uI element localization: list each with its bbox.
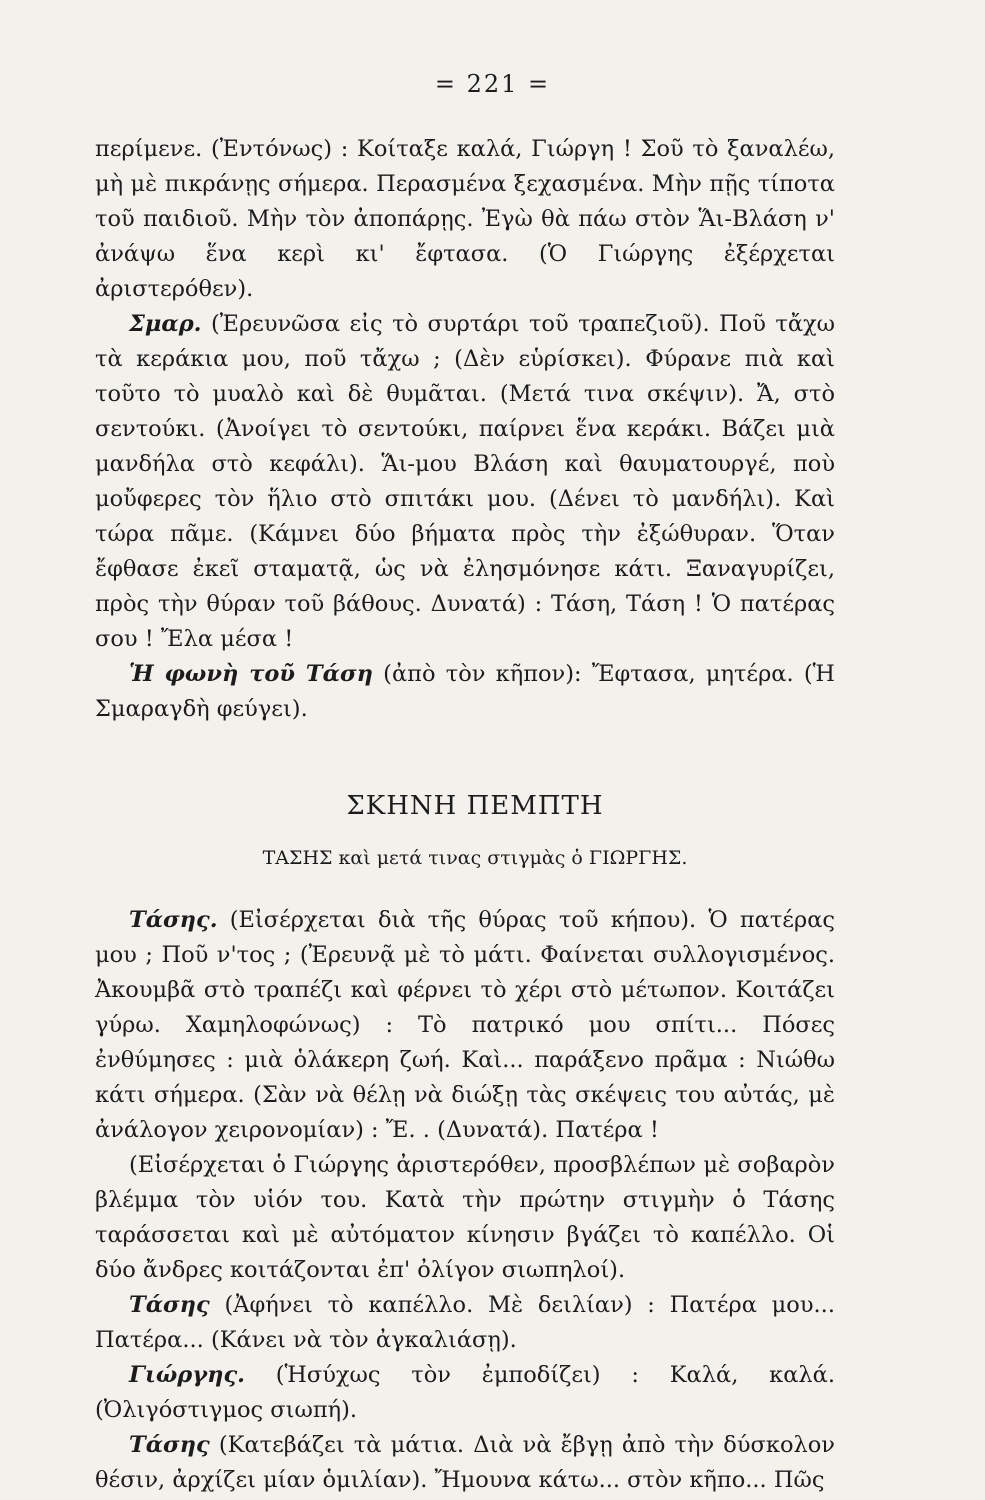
paragraph-text: περίμενε. (Ἐντόνως) : Κοίταξε καλά, Γιώργη ! Σοῦ τὸ ξαναλέω, μὴ μὲ πικράνῃς σήμερα. Περασμένα ξεχασμένα. Μὴν πῇς τίποτα τοῦ παιδιοῦ. Μὴν τὸν ἀποπάρῃς. Ἐγὼ θὰ πάω στὸν Ἅι-Βλάση ν' ἀνάψω ἕνα κερὶ κι' ἔφτασα. (Ὁ Γιώργης ἐξέρχεται ἀριστερόθεν).: [95, 136, 835, 302]
paragraph: [95, 903, 835, 1148]
paragraph: [95, 132, 835, 307]
paragraph-text: (Εἰσέρχεται διὰ τῆς θύρας τοῦ κήπου). Ὁ πατέρας μου ; Ποῦ ν'τος ; (Ἐρευνᾷ μὲ τὸ μάτι. Φαίνεται συλλογισμένος. Ἀκουμβᾶ στὸ τραπέζι καὶ φέρνει τὸ χέρι στὸ μέτωπον. Κοιτάζει γύρω. Χαμηλοφώνως) : Τὸ πατρικό μου σπίτι... Πόσες ἐνθύμησες : μιὰ ὁλάκερη ζωή. Καὶ... παράξενο πρᾶμα : Νιώθω κάτι σήμερα. (Σὰν νὰ θέλῃ νὰ διώξῃ τὰς σκέψεις του αὐτάς, μὲ ἀνάλογον χειρονομίαν) : Ἔ. . (Δυνατά). Πατέρα !: [95, 907, 835, 1143]
speaker-name: Τάσης: [129, 1292, 210, 1318]
paragraph: [95, 1428, 835, 1498]
speaker-name: Σμαρ.: [129, 311, 202, 337]
scene-cast: ΤΑΣΗΣ καὶ μετά τινας στιγμὰς ὁ ΓΙΩΡΓΗΣ.: [262, 847, 688, 869]
text-block-bottom: [95, 903, 835, 1498]
paragraph: [95, 307, 835, 657]
text-block-top: [95, 132, 835, 727]
speaker-name: Γιώργης.: [129, 1362, 245, 1388]
scene-title: ΣΚΗΝΗ ΠΕΜΠΤΗ: [346, 791, 604, 821]
paragraph-text: (ἀπὸ τὸν κῆπον): Ἔφτασα, μητέρα. (Ἡ Σμαραγδὴ φεύγει).: [95, 661, 835, 722]
paragraph-text: (Εἰσέρχεται ὁ Γιώργης ἀριστερόθεν, προσβλέπων μὲ σοβαρὸν βλέμμα τὸν υἱόν του. Κατὰ τὴν πρώτην στιγμὴν ὁ Τάσης ταράσσεται καὶ μὲ αὐτόματον κίνησιν βγάζει τὸ καπέλλο. Οἱ δύο ἄνδρες κοιτάζονται ἐπ' ὀλίγον σιωπηλοί).: [95, 1152, 835, 1283]
paragraph-text: (Ἡσύχως τὸν ἐμποδίζει) : Καλά, καλά. (Ὀλιγόστιγμος σιωπή).: [95, 1362, 835, 1423]
paragraph: [95, 1358, 835, 1428]
paragraph: [95, 1288, 835, 1358]
paragraph-text: (Ἀφήνει τὸ καπέλλο. Μὲ δειλίαν) : Πατέρα μου... Πατέρα... (Κάνει νὰ τὸν ἀγκαλιάσῃ).: [95, 1292, 835, 1353]
paragraph-text: (Κατεβάζει τὰ μάτια. Διὰ νὰ ἔβγῃ ἀπὸ τὴν δύσκολον θέσιν, ἀρχίζει μίαν ὁμιλίαν). Ἤμουνα κάτω... στὸν κῆπο... Πῶς: [95, 1432, 835, 1493]
paragraph-text: (Ἐρευνῶσα εἰς τὸ συρτάρι τοῦ τραπεζιοῦ). Ποῦ τἄχω τὰ κεράκια μου, ποῦ τἄχω ; (Δὲν εὑρίσκει). Φύρανε πιὰ καὶ τοῦτο τὸ μυαλὸ καὶ δὲ θυμᾶται. (Μετά τινα σκέψιν). Ἄ, στὸ σεντούκι. (Ἀνοίγει τὸ σεντούκι, παίρνει ἕνα κεράκι. Βάζει μιὰ μανδήλα στὸ κεφάλι). Ἅι-μου Βλάση καὶ θαυματουργέ, ποὺ μοὔφερες τὸν ἥλιο στὸ σπιτάκι μου. (Δένει τὸ μανδήλι). Καὶ τώρα πᾶμε. (Κάμνει δύο βήματα πρὸς τὴν ἐξώθυραν. Ὅταν ἔφθασε ἐκεῖ σταματᾷ, ὡς νὰ ἐλησμόνησε κάτι. Ξαναγυρίζει, πρὸς τὴν θύραν τοῦ βάθους. Δυνατά) : Τάση, Τάση ! Ὁ πατέρας σου ! Ἔλα μέσα !: [95, 311, 835, 652]
speaker-name: Τάσης: [129, 1432, 210, 1458]
paragraph: [95, 657, 835, 727]
speaker-name: Τάσης.: [129, 907, 218, 933]
page-number: = 221 =: [434, 70, 551, 98]
speaker-name: Ἡ φωνὴ τοῦ Τάση: [129, 661, 373, 687]
paragraph: [95, 1148, 835, 1288]
